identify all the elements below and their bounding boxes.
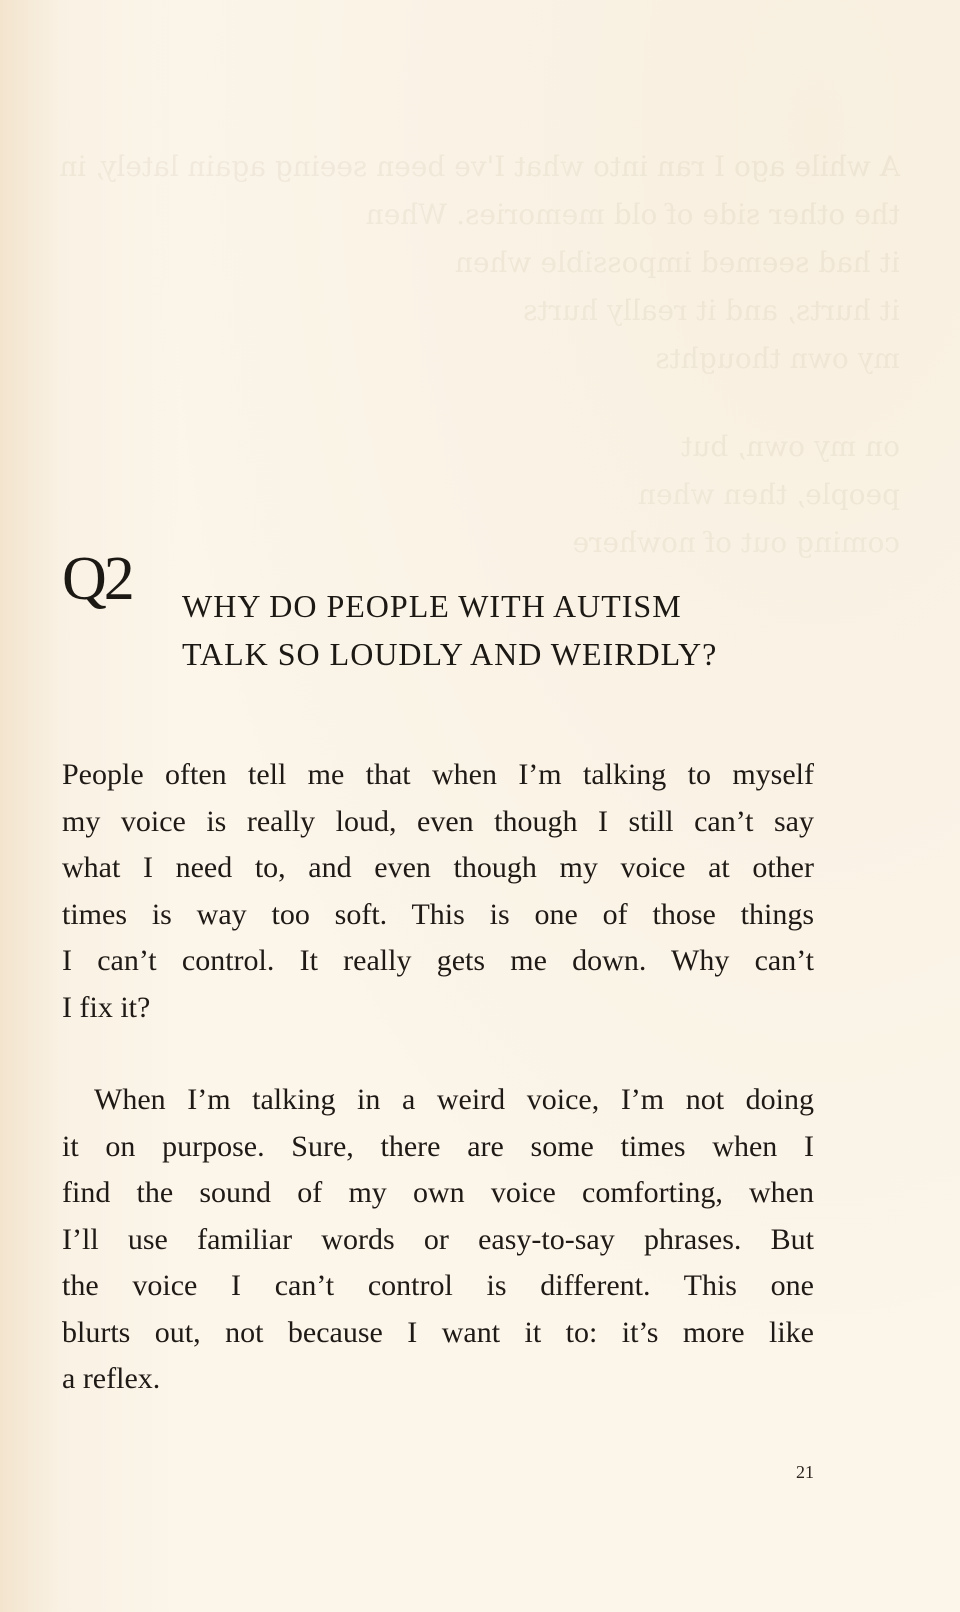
text-line: find the sound of my own voice comforting, when [62,1176,814,1209]
question-paragraph [62,752,814,1031]
text-line: When I’m talking in a weird voice, I’m not doing [94,1083,814,1116]
question-heading [62,545,882,688]
text-line: it on purpose. Sure, there are some times when I [62,1129,814,1163]
question-title-line: WHY DO PEOPLE WITH AUTISM [182,588,682,624]
show-through-text: on my own, but [681,430,900,463]
text-line: what I need to, and even though my voice at other [62,851,814,884]
question-number: Q2 [62,545,132,613]
text-line: I fix it? [62,990,151,1024]
page-number: 21 [796,1462,814,1482]
text-line: a reflex. [62,1362,161,1395]
text-line: I can’t control. It really gets me down. Why can’t [62,944,814,977]
show-through-text: it had seemed impossible when [454,246,900,279]
show-through-text: A while ago I ran into what I've been seeing again lately, in [59,150,900,183]
question-title-line: TALK SO LOUDLY AND WEIRDLY? [182,636,718,672]
show-through-text: people, then when [638,478,900,511]
text-line: People often tell me that when I’m talking to myself [62,758,814,791]
show-through-text: the other side of old memories. When [365,198,900,231]
question-title [182,582,717,678]
text-line: times is way too soft. This is one of those things [62,897,814,931]
answer-paragraph [62,1077,814,1403]
show-through-text: my own thoughts [655,342,900,375]
text-line: my voice is really loud, even though I still can’t say [62,804,814,838]
text-line: blurts out, not because I want it to: it’s more like [62,1315,814,1349]
show-through-text: coming out of nowhere [572,526,900,559]
text-line: I’ll use familiar words or easy-to-say phrases. But [62,1222,814,1256]
text-line: the voice I can’t control is different. This one [62,1269,814,1302]
show-through-text: it hurts, and it really hurts [523,294,900,327]
